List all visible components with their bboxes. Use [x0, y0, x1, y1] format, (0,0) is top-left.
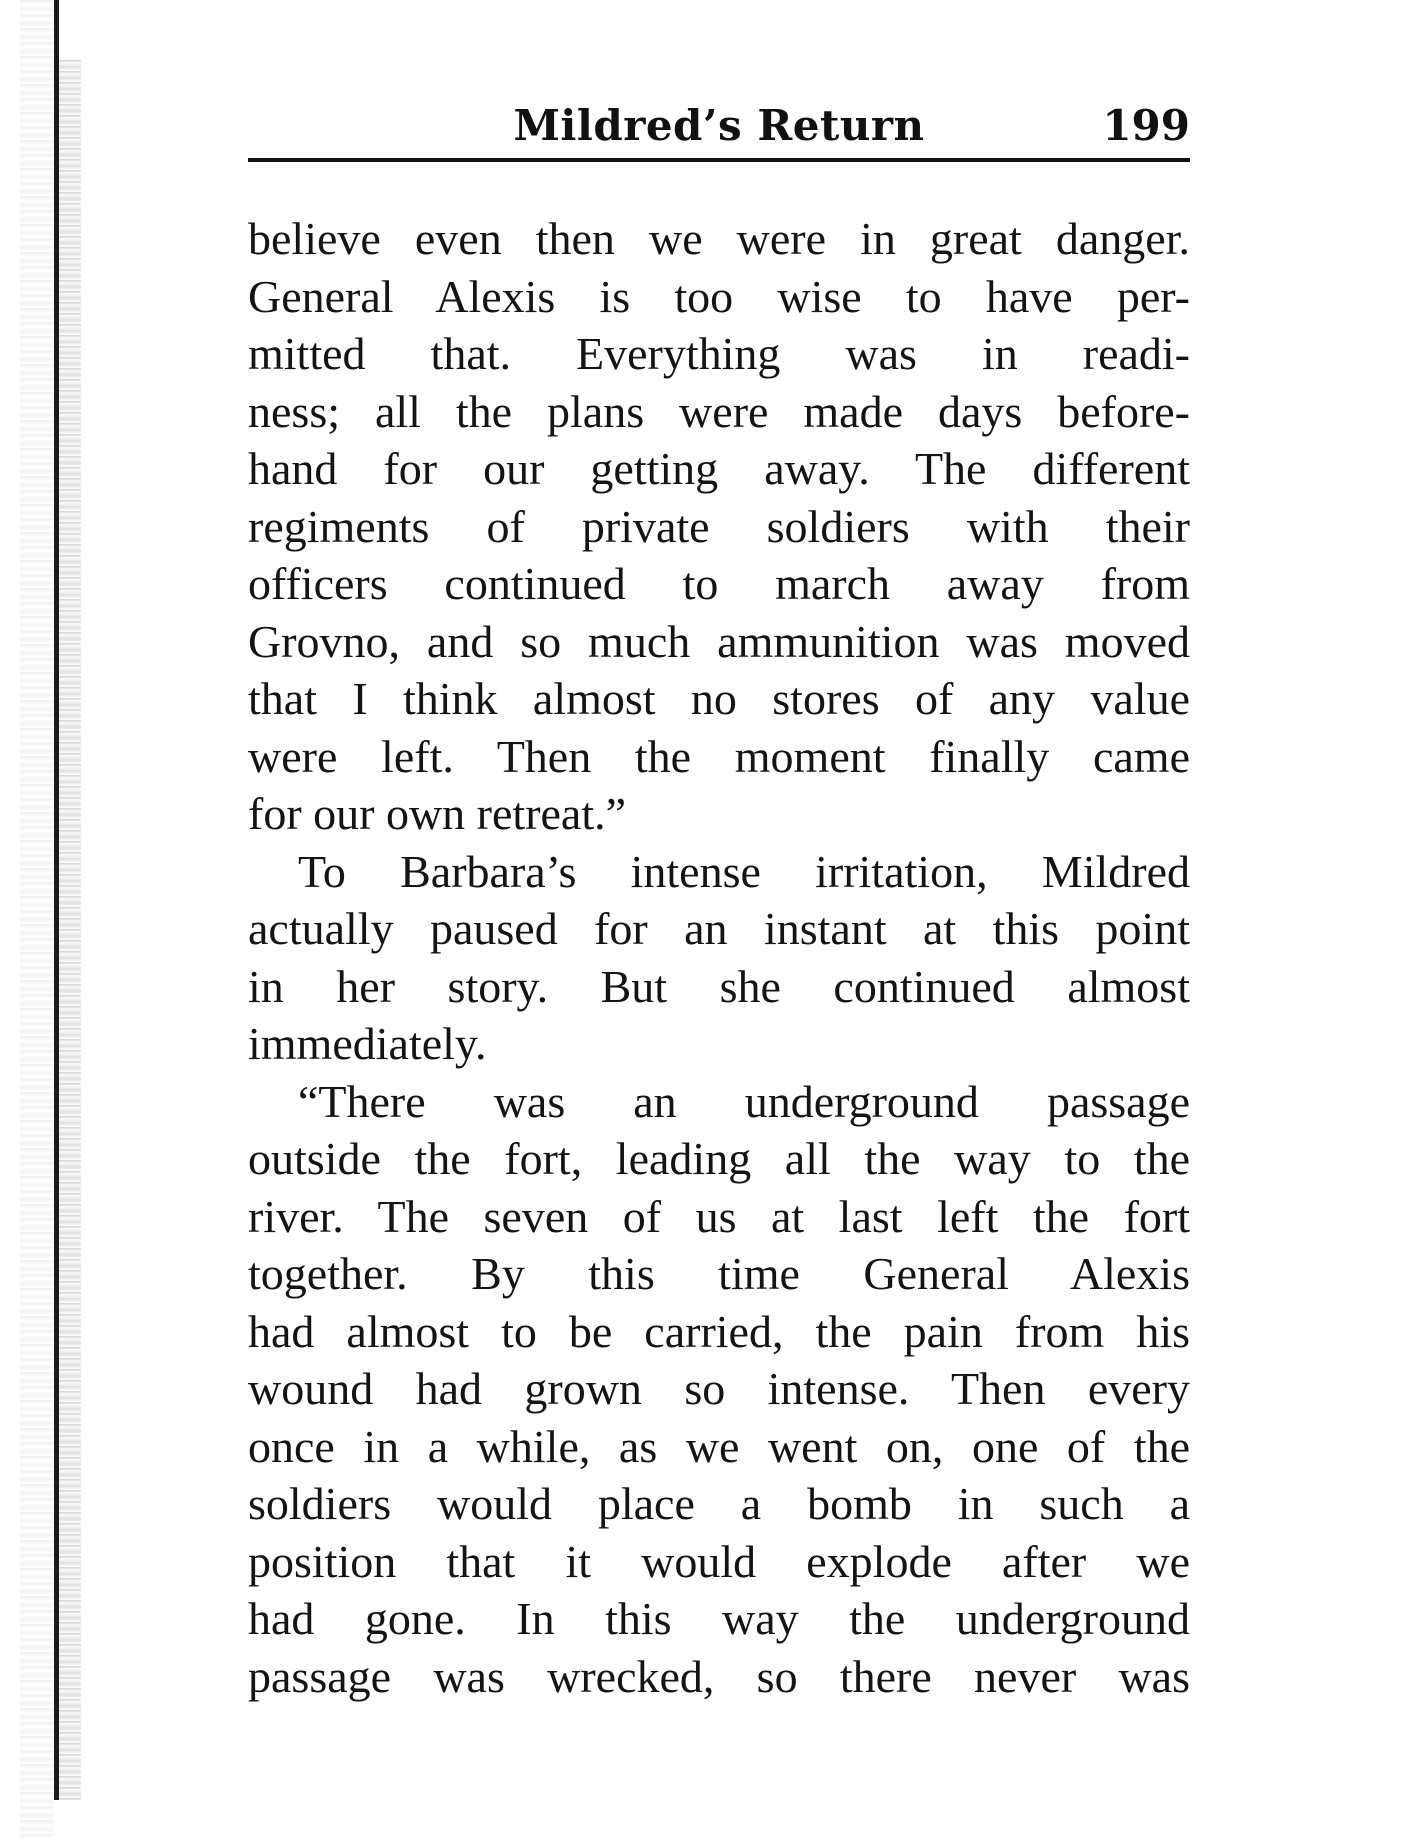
text-line: river. The seven of us at last left the fort	[248, 1190, 1190, 1242]
binding-edge	[0, 0, 78, 1840]
text-line: actually paused for an instant at this point	[248, 903, 1190, 954]
running-title: Mildred’s Return	[513, 101, 925, 150]
text-line-paragraph-end: immediately.	[248, 1018, 487, 1069]
text-line-paragraph-start: “There was an underground passage	[298, 1075, 1190, 1127]
text-line: passage was wrecked, so there never was	[248, 1650, 1190, 1702]
binding-shadow	[59, 60, 81, 1800]
text-line: were left. Then the moment finally came	[248, 730, 1190, 782]
text-line-paragraph-end: for our own retreat.”	[248, 788, 627, 839]
text-line: officers continued to march away from	[248, 558, 1190, 609]
text-line: Grovno, and so much ammunition was moved	[248, 615, 1190, 667]
text-line: soldiers would place a bomb in such a	[248, 1478, 1190, 1529]
text-line: ness; all the plans were made days before-	[248, 385, 1190, 437]
text-line: had gone. In this way the underground	[248, 1593, 1190, 1644]
text-line: in her story. But she continued almost	[248, 960, 1190, 1012]
text-line: wound had grown so intense. Then every	[248, 1363, 1190, 1414]
page-number: 199	[1102, 101, 1190, 150]
text-line: hand for our getting away. The different	[248, 443, 1190, 494]
text-line: regiments of private soldiers with their	[248, 500, 1190, 552]
text-line-paragraph-start: To Barbara’s intense irritation, Mildred	[298, 845, 1190, 897]
text-line: position that it would explode after we	[248, 1535, 1190, 1587]
text-line: together. By this time General Alexis	[248, 1248, 1190, 1299]
text-line: that I think almost no stores of any value	[248, 673, 1190, 724]
text-line: General Alexis is too wise to have per-	[248, 270, 1190, 322]
text-line: had almost to be carried, the pain from his	[248, 1305, 1190, 1357]
text-line: once in a while, as we went on, one of the	[248, 1420, 1190, 1472]
text-line: believe even then we were in great danger.	[248, 213, 1190, 264]
text-line: outside the fort, leading all the way to the	[248, 1133, 1190, 1184]
text-line: mitted that. Everything was in readi-	[248, 328, 1190, 379]
page-header	[248, 98, 1190, 160]
header-rule	[248, 158, 1190, 162]
binding-texture	[20, 0, 54, 1840]
body-text	[248, 210, 1190, 1705]
